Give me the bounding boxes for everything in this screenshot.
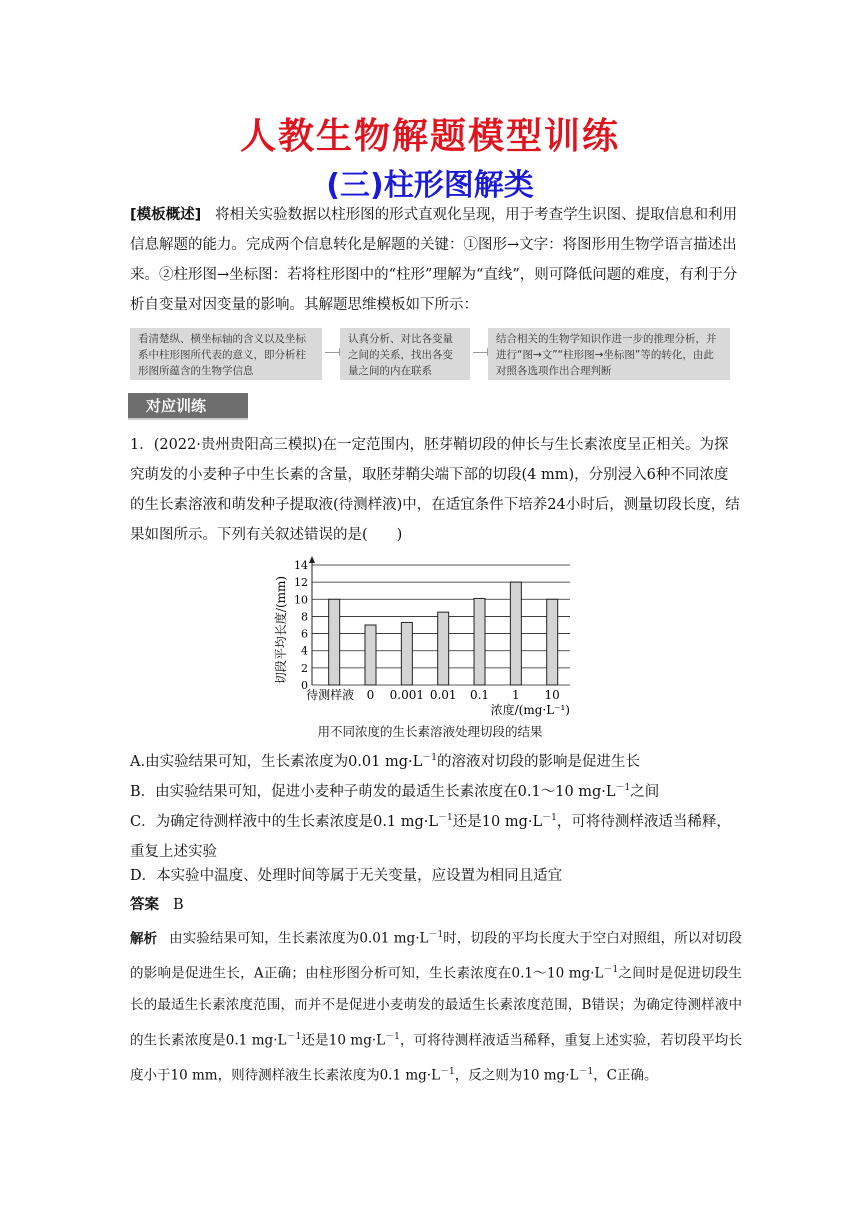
y-tick-labels bbox=[294, 559, 308, 692]
bar bbox=[401, 622, 412, 685]
option-c: C．为确定待测样液中的生长素浓度是0.1 $mg\cdot L^{-1}$还是10 $mg\cdot L^{-1}$，可将待测样液适当稀释，重复上述实验 bbox=[130, 813, 731, 860]
badge-underline bbox=[128, 418, 248, 420]
x-tick-labels bbox=[306, 687, 560, 702]
y-axis-label: 切段平均长度/(mm) bbox=[274, 575, 288, 685]
answer-value: B bbox=[173, 897, 184, 913]
overview-paragraph bbox=[130, 200, 742, 320]
x-tick-label: 待测样液 bbox=[306, 688, 355, 702]
overview-text: 将相关实验数据以柱形图的形式直观化呈现，用于考查学生识图、提取信息和利用信息解题的能力。完成两个信息转化是解题的关键：①图形→文字：将图形用生物学语言描述出来。②柱形图→坐标图：若将柱形图中的“柱形”理解为“直线”，则可降低问题的难度，有利于分析自变量对因变量的影响。其解题思维模板如下所示： bbox=[130, 207, 738, 313]
overview-label: [模板概述] bbox=[130, 207, 202, 223]
answer-label: 答案 bbox=[130, 897, 159, 913]
y-axis-arrow-icon bbox=[309, 556, 315, 563]
y-tick-label: 14 bbox=[294, 559, 308, 572]
answer-line bbox=[130, 893, 184, 914]
bar bbox=[474, 598, 485, 685]
x-axis-label: 浓度/(mg·L⁻¹) bbox=[490, 703, 570, 717]
flow-step-1: 看清楚纵、横坐标轴的含义以及坐标系中柱形图所代表的意义，即分析柱形图所蕴含的生物学信息 bbox=[130, 328, 322, 380]
page-title: 人教生物解题模型训练 bbox=[239, 116, 620, 157]
section-badge: 对应训练 bbox=[128, 393, 248, 419]
flow-step-3: 结合相关的生物学知识作进一步的推理分析，并进行“图→文”“柱形图→坐标图”等的转化，由此对照各选项作出合理判断 bbox=[488, 328, 730, 380]
x-tick-label: 0.01 bbox=[429, 688, 457, 702]
option-d: D．本实验中温度、处理时间等属于无关变量，应设置为相同且适宜 bbox=[130, 868, 563, 884]
bar bbox=[329, 599, 340, 685]
explanation-label: 解析 bbox=[130, 930, 158, 947]
option-a: A.由实验结果可知，生长素浓度为0.01 $mg\cdot L^{-1}$的溶液对切段的影响是促进生长 bbox=[130, 753, 640, 770]
y-tick-label: 4 bbox=[301, 644, 308, 658]
x-tick-label: 0.001 bbox=[389, 688, 425, 702]
x-tick-label: 10 bbox=[544, 688, 560, 702]
bar bbox=[438, 612, 449, 685]
x-tick-label: 0 bbox=[366, 688, 375, 702]
option-b: B．由实验结果可知，促进小麦种子萌发的最适生长素浓度在0.1～10 $mg\cdot L^{-1}$之间 bbox=[130, 783, 660, 800]
y-tick-label: 12 bbox=[294, 576, 308, 590]
bar-chart bbox=[268, 554, 588, 724]
thinking-flowchart bbox=[130, 328, 730, 380]
bar bbox=[547, 599, 558, 685]
question-stem: 1．(2022·贵州贵阳高三模拟)在一定范围内，胚芽鞘切段的伸长与生长素浓度呈正相关。为探究萌发的小麦种子中生长素的含量，取胚芽鞘尖端下部的切段(4 mm)，分别浸入6种不同浓度的生长素溶液和萌发种子提取液(待测样液)中，在适宜条件下培养24小时后，测量切段长度，结果如图所示。下列有关叙述错误的是( ) bbox=[130, 437, 740, 543]
bar bbox=[365, 625, 376, 685]
y-tick-label: 10 bbox=[294, 593, 308, 607]
bar bbox=[510, 582, 521, 685]
y-tick-label: 6 bbox=[301, 627, 308, 641]
page-subtitle: (三)柱形图解类 bbox=[326, 168, 534, 203]
y-tick-label: 2 bbox=[301, 661, 308, 675]
chart-caption: 用不同浓度的生长素溶液处理切段的结果 bbox=[317, 724, 543, 739]
x-tick-label: 0.1 bbox=[469, 688, 490, 702]
x-tick-label: 1 bbox=[512, 688, 520, 702]
flow-step-2: 认真分析、对比各变量之间的关系，找出各变量之间的内在联系 bbox=[340, 328, 470, 380]
explanation-paragraph: 解析 由实验结果可知，生长素浓度为0.01 $mg\cdot L^{-1}$时，切段的平均长度大于空白对照组，所以对切段的影响是促进生长，A正确；由柱形图分析可知，生长素浓度在0.1～10 $mg\cdot L^{-1}$之间时是促进切段生长的最适生长素浓度范围，而并不是促进小麦萌发的最适生长素浓度范围，B错误；为确定待测样液中的生长素浓度是0.1 $mg\cdot L^{-1}$还是10 $mg\cdot L^{-1}$，可将待测样液适当稀释，重复上述实验，若切段平均长度小于10 mm，则待测样液生长素浓度为0.1 $mg\cdot L^{-1}$，反之则为10 $mg\cdot L^{-1}$，C正确。 bbox=[130, 930, 743, 1083]
y-tick-label: 0 bbox=[301, 679, 308, 692]
y-tick-label: 8 bbox=[301, 610, 308, 624]
